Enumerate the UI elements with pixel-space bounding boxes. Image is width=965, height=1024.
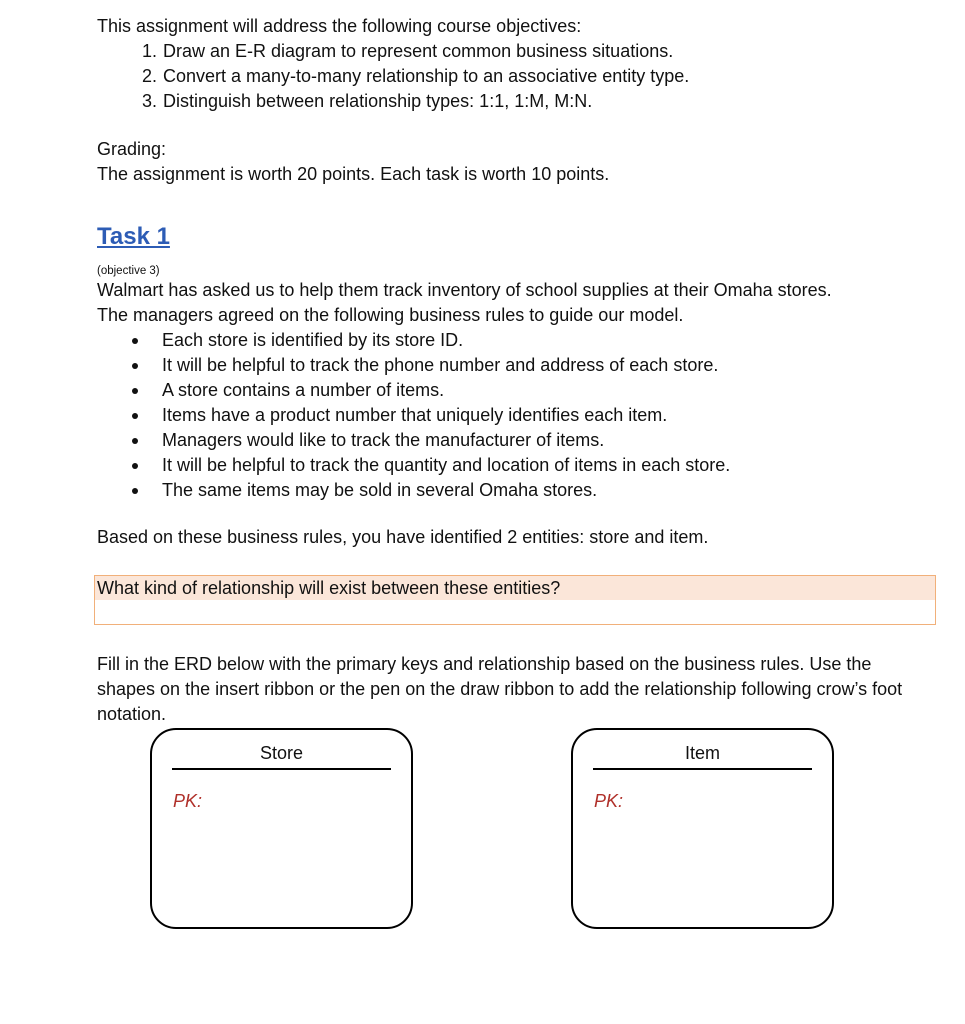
instructions-section — [97, 652, 920, 727]
business-rule: It will be helpful to track the quantity and location of items in each store. — [162, 453, 925, 478]
answer-box[interactable] — [94, 575, 936, 625]
entities-statement: Based on these business rules, you have identified 2 entities: store and item. — [97, 527, 709, 547]
question-text: What kind of relationship will exist between these entities? — [97, 578, 561, 598]
item-entity-box[interactable] — [571, 728, 834, 929]
objectives-list — [97, 39, 925, 114]
store-pk-label[interactable]: PK: — [173, 791, 203, 811]
objective-item: 2. Convert a many-to-many relationship to an associative entity type. — [162, 64, 925, 89]
grading-section — [97, 137, 925, 187]
item-pk-label[interactable]: PK: — [594, 791, 624, 811]
erd-instructions: Fill in the ERD below with the primary keys and relationship based on the business rules. Use the shapes on the insert ribbon or the pen on the draw ribbon to add the relationship following crow’s foot notation. — [97, 654, 903, 724]
entities-statement-section — [97, 525, 925, 550]
entity-name-store: Store — [259, 743, 304, 763]
entity-divider — [593, 768, 812, 770]
objective-item: 1. Draw an E-R diagram to represent common business situations. — [162, 39, 925, 64]
business-rule: Each store is identified by its store ID. — [162, 328, 925, 353]
business-rules-list — [97, 328, 925, 503]
objective-note: (objective 3) — [97, 265, 160, 277]
business-rule: A store contains a number of items. — [162, 378, 925, 403]
entity-divider — [172, 768, 391, 770]
task1-intro-line2: The managers agreed on the following business rules to guide our model. — [97, 305, 684, 325]
business-rule: Items have a product number that uniquely identifies each item. — [162, 403, 925, 428]
task1-heading: Task 1 — [97, 223, 170, 250]
task1-body — [97, 264, 925, 503]
objectives-section — [97, 14, 925, 114]
business-rule: It will be helpful to track the phone number and address of each store. — [162, 353, 925, 378]
business-rule: The same items may be sold in several Omaha stores. — [162, 478, 925, 503]
objective-item: 3. Distinguish between relationship types: 1:1, 1:M, M:N. — [162, 89, 925, 114]
task1-intro-line1: Walmart has asked us to help them track inventory of school supplies at their Omaha stores. — [97, 280, 832, 300]
grading-heading: Grading: — [97, 139, 167, 159]
grading-text: The assignment is worth 20 points. Each task is worth 10 points. — [97, 164, 610, 184]
store-entity-box[interactable] — [150, 728, 413, 929]
task1-header — [97, 222, 925, 252]
objectives-lead: This assignment will address the following course objectives: — [97, 16, 582, 36]
business-rule: Managers would like to track the manufacturer of items. — [162, 428, 925, 453]
entity-name-item: Item — [684, 743, 720, 763]
